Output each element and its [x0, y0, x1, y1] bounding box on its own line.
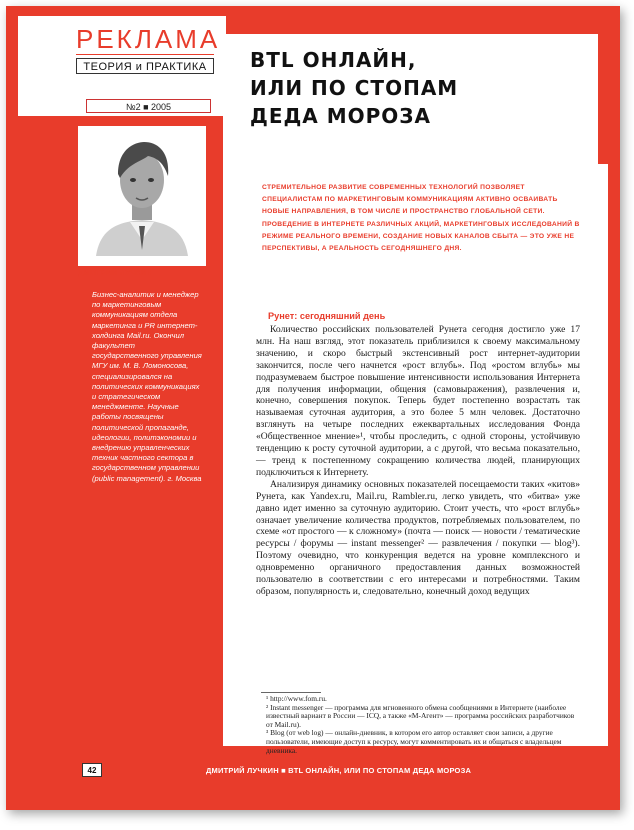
magazine-subtitle: ТЕОРИЯ и ПРАКТИКА [76, 58, 214, 74]
article-body [256, 324, 580, 598]
footnote-rule [261, 692, 321, 693]
headline-line: ДЕДА МОРОЗА [250, 104, 431, 128]
red-frame-bottom [6, 746, 620, 810]
red-frame-right [608, 6, 620, 810]
body-paragraph: Количество российских пользователей Рунета сегодня достигло уже 17 млн. На наш взгляд, этот показатель приблизился к своему максимальному значению, и скоро быстрый экстенсивный рост интернет-аудитории закончится, после чего начнется «рост вглубь». Под «ростом вглубь» мы подразумеваем быстрое повышение интенсивности использования Интернета для получения информации, общения (самовыражения), развлечения и, конечно, совершения покупок. Теперь будет постепенно возрастать так называемая суточная аудитория, а это более 5 млн человек. Достаточно взглянуть на четыре последних ежеквартальных исследования Фонда «Общественное мнение»¹, чтобы проследить, с одной стороны, устойчивую тенденцию к росту суточной аудитории, а с другой, что весьма показательно, — тренд к постепенному сокращению количества людей, планирующих подключиться к Интернету. [256, 324, 580, 478]
article-lead: СТРЕМИТЕЛЬНОЕ РАЗВИТИЕ СОВРЕМЕННЫХ ТЕХНОЛОГИЙ ПОЗВОЛЯЕТ СПЕЦИАЛИСТАМ ПО МАРКЕТИНГОВЫМ КОММУНИКАЦИЯМ АКТИВНО ОСВАИВАТЬ НОВЫЕ НАПРАВЛЕНИЯ, В ТОМ ЧИСЛЕ И ПРОСТРАНСТВО ГЛОБАЛЬНОЙ СЕТИ. ПРОВЕДЕНИЕ В ИНТЕРНЕТЕ РАЗЛИЧНЫХ АКЦИЙ, МАРКЕТИНГОВЫХ ИССЛЕДОВАНИЙ В РЕЖИМЕ РЕАЛЬНОГО ВРЕМЕНИ, СОЗДАНИЕ НОВЫХ КАНАЛОВ СБЫТА — ЭТО УЖЕ НЕ ПЕРСПЕКТИВЫ, А РЕАЛЬНОСТЬ СЕГОДНЯШНЕГО ДНЯ. [262, 184, 580, 253]
red-frame-left [6, 6, 18, 810]
headline-line: BTL ОНЛАЙН, [250, 48, 417, 72]
body-paragraph: Анализируя динамику основных показателей посещаемости таких «китов» Рунета, как Yandex.ru, Mail.ru, Rambler.ru, легко увидеть, что «битва» уже давно идет именно за суточную аудиторию. Стоит учесть, что «рост вглубь» означает увеличение количества продуктов, потребляемых пользователем, по схеме «от простого — к сложному» (почта — поиск — новости / тематические ресурсы / форумы — instant messenger² — развлечения / покупки — blog³). Поэтому очевидно, что конкуренция ведется на уровне комплексного и одновременно органичного предоставления данных возможностей пользователю в соответствии с его интересами и потребностями. Таким образом, популярность и, следовательно, конечный доход ведущих [256, 478, 580, 597]
footnotes [266, 695, 578, 755]
issue-number: №2 ■ 2005 [86, 99, 211, 113]
author-photo [86, 130, 198, 256]
page-number: 42 [82, 763, 102, 777]
section-subhead: Рунет: сегодняшний день [268, 311, 386, 321]
logo-rule [76, 54, 214, 55]
author-name: ДМИТРИЙ ЛУЧКИН [78, 268, 153, 277]
headline-red-bar [598, 34, 608, 164]
magazine-title: РЕКЛАМА [76, 24, 221, 54]
footnote: ³ Blog (от web log) — онлайн-дневник, в котором его автор оставляет свои записи, а другие пользователи, имеющие доступ к ресурсу, могут комментировать их и общаться с владельцем дневника. [266, 728, 562, 755]
running-footer: ДМИТРИЙ ЛУЧКИН ■ BTL ОНЛАЙН, ИЛИ ПО СТОПАМ ДЕДА МОРОЗА [206, 766, 472, 775]
headline-line: ИЛИ ПО СТОПАМ [250, 76, 459, 100]
magazine-page [6, 6, 620, 810]
author-bio: Бизнес-аналитик и менеджер по маркетинговым коммуникациям отдела маркетинга и PR интернет-холдинга Mail.ru. Окончил факультет государственного управления МГУ им. М. В. Ломоносова, специализировался на политических коммуникациях и стратегическом менеджменте. Научные работы посвящены политической пропаганде, идеологии, политэкономии и внедрению управленческих техник частного сектора в государственном управлении (public management). г. Москва [92, 290, 202, 483]
footnote: ² Instant messenger — программа для мгновенного обмена сообщениями в Интернете (наиболее известный вариант в России — ICQ, а также «M-Агент» — программа российских разработчиков от Mail.ru). [266, 702, 575, 729]
article-headline [250, 46, 590, 130]
footnote: ¹ http://www.fom.ru. [266, 694, 327, 703]
